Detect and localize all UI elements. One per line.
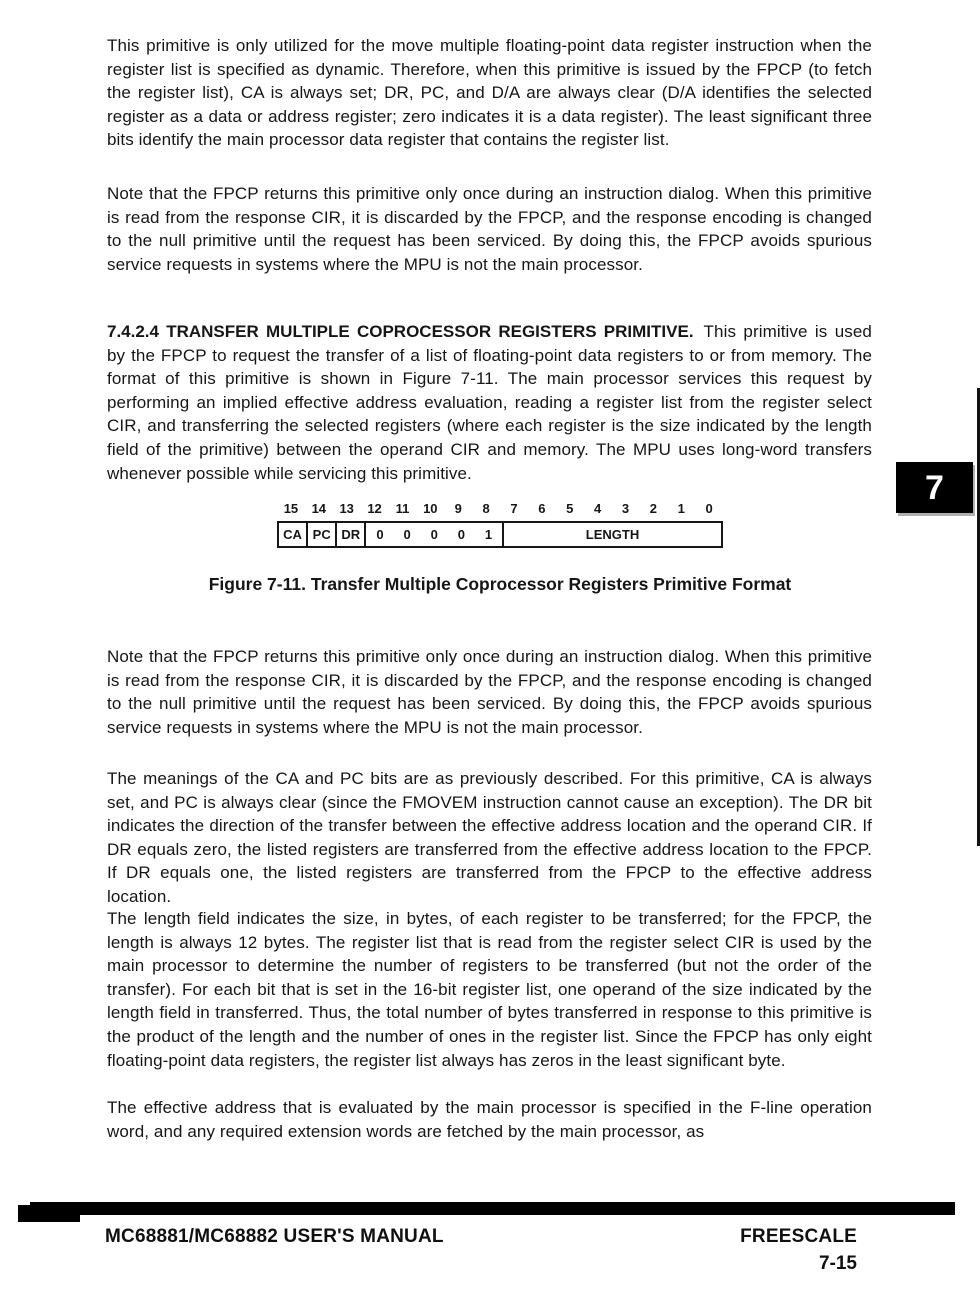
bit-label-5: 5 [566, 501, 574, 516]
bit-label-4: 4 [593, 501, 602, 516]
paragraph-effective-address: The effective address that is evaluated by the main processor is specified in the F-line operation word, and any required extension words are fetched by the main processor, as [107, 1098, 872, 1141]
section-heading: 7.4.2.4 TRANSFER MULTIPLE COPROCESSOR REGISTERS PRIMITIVE. [107, 322, 694, 341]
bit-label-9: 9 [454, 501, 462, 516]
bit-label-1: 1 [677, 501, 685, 516]
bit-label-11: 11 [395, 501, 410, 516]
fixed-bit-10: 0 [430, 527, 438, 542]
figure-7-11-diagram [277, 501, 723, 548]
bit-label-0: 0 [705, 501, 713, 516]
primitive-format-register [277, 521, 723, 548]
field-pc: PC [306, 523, 335, 546]
field-ca: CA [283, 527, 302, 542]
chapter-number: 7 [925, 468, 944, 507]
footer-rule-left-block [18, 1205, 80, 1222]
paragraph-note-fpcp-returns-1: Note that the FPCP returns this primitive only once during an instruction dialog. When this primitive is read from the response CIR, it is discarded by the FPCP, and the response encoding is changed to the null primitive until the request has been serviced. By doing this, the FPCP avoids spurious service requests in systems where the MPU is not the main processor. [107, 184, 872, 274]
field-fixed-bits [364, 523, 502, 546]
fixed-bit-9: 0 [457, 527, 465, 542]
bit-label-15: 15 [283, 501, 299, 516]
footer-manual-title: MC68881/MC68882 USER'S MANUAL [105, 1226, 444, 1247]
bit-label-12: 12 [367, 501, 382, 516]
bit-label-10: 10 [423, 501, 438, 516]
paragraph-ca-pc-bits: The meanings of the CA and PC bits are as previously described. For this primitive, CA is always set, and PC is always clear (since the FMOVEM instruction cannot cause an exception). The DR bit indicates the direction of the transfer between the effective address location and the operand CIR. If DR equals zero, the listed registers are transferred from the effective address location to the FPCP. If DR equals one, the listed registers are transferred from the FPCP to the effective address location. [107, 769, 872, 906]
bit-label-6: 6 [538, 501, 546, 516]
figure-caption: Figure 7-11. Transfer Multiple Coprocessor Registers Primitive Format [208, 574, 792, 594]
paragraph-note-fpcp-returns-2: Note that the FPCP returns this primitive only once during an instruction dialog. When this primitive is read from the response CIR, it is discarded by the FPCP, and the response encoding is changed to the null primitive until the request has been serviced. By doing this, the FPCP avoids spurious service requests in systems where the MPU is not the main processor. [107, 647, 872, 737]
bit-number-row [277, 501, 723, 516]
fixed-bit-12: 0 [376, 527, 384, 542]
footer-brand: FREESCALE [740, 1226, 857, 1247]
fixed-bit-8: 1 [484, 527, 493, 542]
fixed-bit-11: 0 [403, 527, 411, 542]
paragraph-dynamic-register-list: This primitive is only utilized for the move multiple floating-point data register instruction when the register list is specified as dynamic. Therefore, when this primitive is issued by the FPCP (to fetch the register list), CA is always set; DR, PC, and D/A are always clear (D/A identifies the selected register as a data or address register; zero indicates it is a data register). The least significant three bits identify the main processor data register that contains the register list. [107, 36, 872, 150]
bit-label-13: 13 [339, 501, 354, 516]
bit-label-7: 7 [510, 501, 518, 516]
section-body-text: This primitive is used by the FPCP to request the transfer of a list of floating-point data registers to or from memory. The format of this primitive is shown in Figure 7-11. The main processor services this request by performing an implied effective address evaluation, reading a register list from the register select CIR, and transferring the selected registers (where each register is the size indicated by the length field of the primitive) between the operand CIR and memory. The MPU uses long-word transfers whenever possible while servicing this primitive. [107, 322, 872, 483]
footer-page-number: 7-15 [818, 1253, 857, 1274]
bit-label-2: 2 [649, 501, 657, 516]
bit-label-3: 3 [621, 501, 630, 516]
paragraph-length-field: The length field indicates the size, in bytes, of each register to be transferred; for the FPCP, the length is always 12 bytes. The register list that is read from the register select CIR is used by the main processor to determine the number of registers to be transferred (but not the order of the transfer). For each bit that is set in the 16-bit register list, one operand of the size indicated by the length field in transferred. Thus, the total number of bytes transferred in response to this primitive is the product of the length and the number of ones in the register list. Since the FPCP has only eight floating-point data registers, the register list always has zeros in the least significant byte. [107, 909, 872, 1070]
footer-rule [30, 1202, 955, 1215]
bit-label-14: 14 [311, 501, 327, 516]
bit-label-8: 8 [482, 501, 490, 516]
chapter-tab [896, 462, 973, 513]
field-length: LENGTH [502, 523, 721, 546]
field-dr: DR [335, 523, 364, 546]
section-7-4-2-4-paragraph [107, 320, 872, 485]
